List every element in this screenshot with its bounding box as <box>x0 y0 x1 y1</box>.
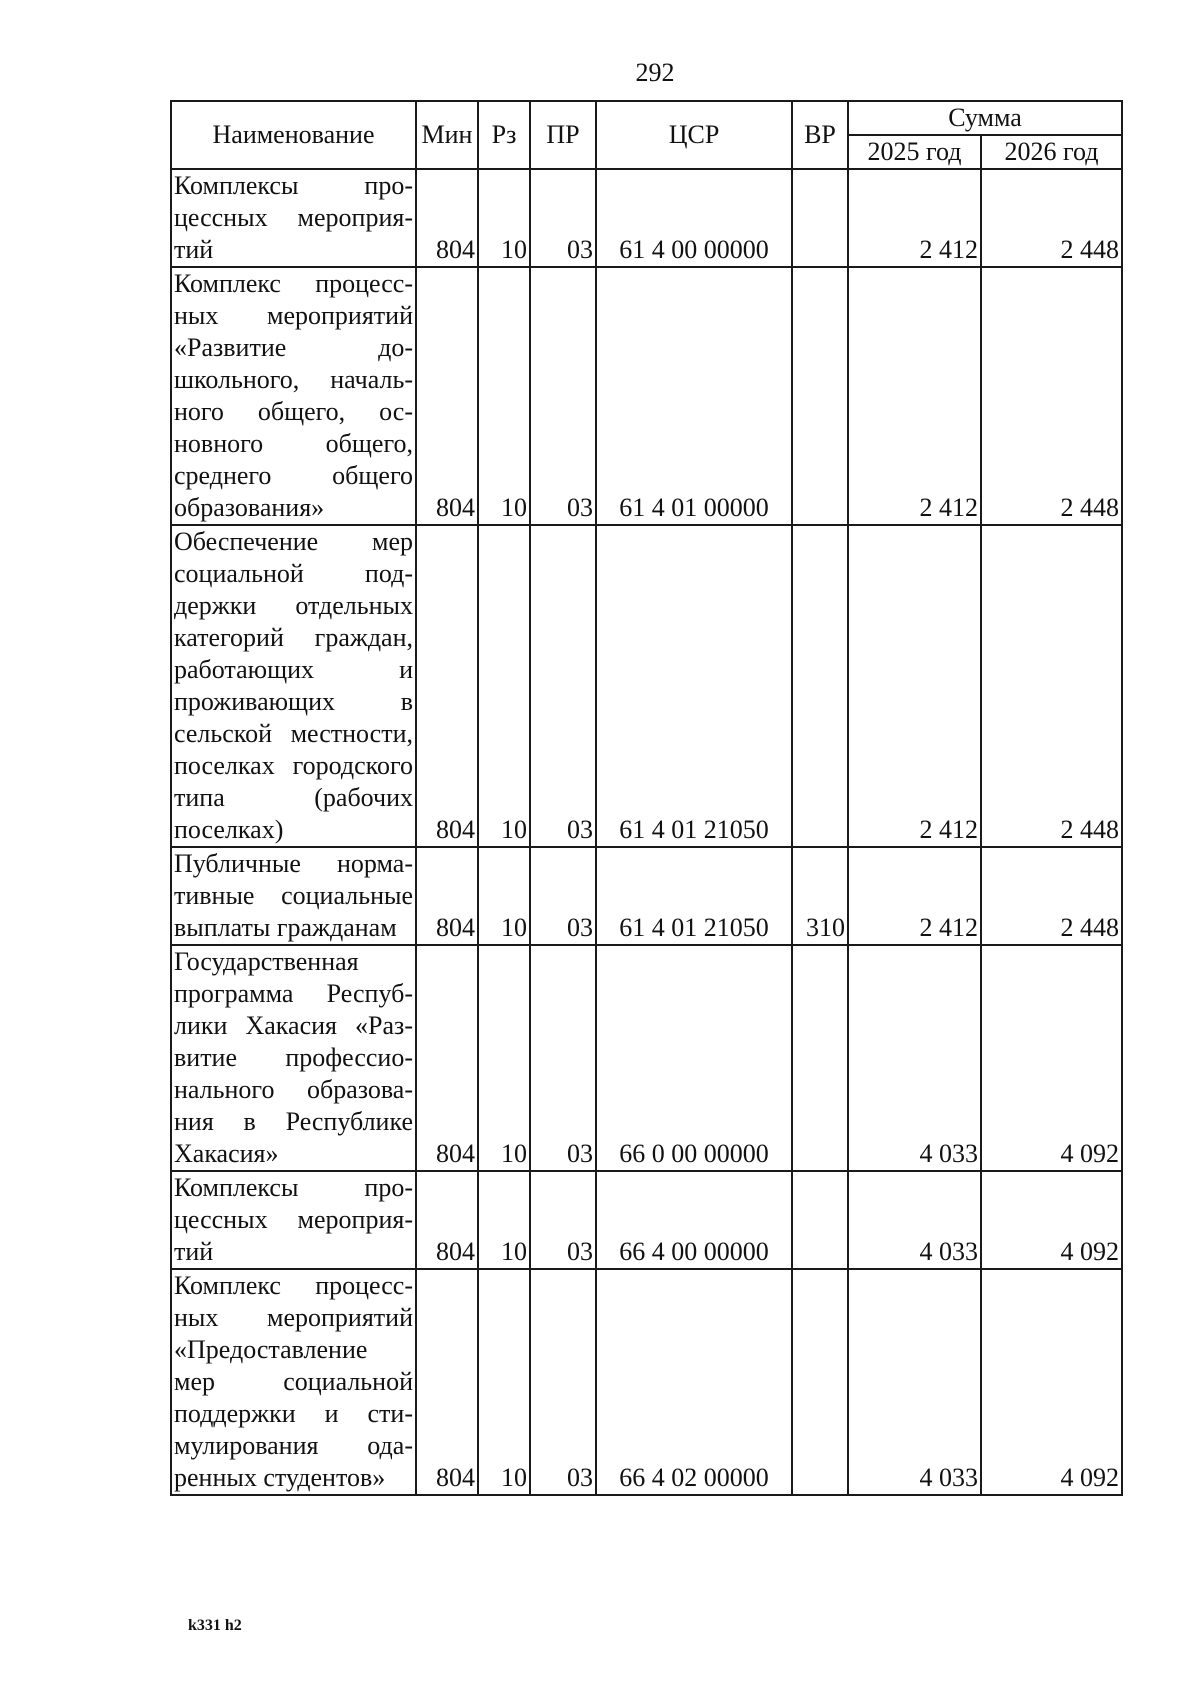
row-sum-2025: 4 033 <box>848 945 981 1171</box>
row-name: Комплексы процессных мероприятий <box>171 1171 416 1269</box>
row-csr: 61 4 00 00000 <box>596 169 792 267</box>
row-vr <box>792 945 848 1171</box>
row-min: 804 <box>416 1269 478 1495</box>
row-pr: 03 <box>530 847 596 945</box>
row-vr <box>792 1269 848 1495</box>
row-pr: 03 <box>530 525 596 847</box>
row-pr: 03 <box>530 169 596 267</box>
row-sum-2025: 4 033 <box>848 1269 981 1495</box>
row-sum-2025: 4 033 <box>848 1171 981 1269</box>
header-name: Наименование <box>171 101 416 169</box>
row-csr: 66 4 00 00000 <box>596 1171 792 1269</box>
row-sum-2026: 4 092 <box>981 945 1122 1171</box>
header-min: Мин <box>416 101 478 169</box>
table-row <box>171 525 1122 847</box>
row-sum-2025: 2 412 <box>848 525 981 847</box>
row-name: Государственная программа Республики Хакасия «Развитие профессионального образования в Республике Хакасия» <box>171 945 416 1171</box>
row-sum-2025: 2 412 <box>848 847 981 945</box>
row-sum-2026: 2 448 <box>981 267 1122 525</box>
row-rz: 10 <box>478 169 530 267</box>
row-rz: 10 <box>478 267 530 525</box>
row-sum-2025: 2 412 <box>848 267 981 525</box>
row-min: 804 <box>416 945 478 1171</box>
row-csr: 66 0 00 00000 <box>596 945 792 1171</box>
row-vr <box>792 525 848 847</box>
row-pr: 03 <box>530 945 596 1171</box>
row-min: 804 <box>416 169 478 267</box>
row-sum-2026: 4 092 <box>981 1171 1122 1269</box>
table-row <box>171 1171 1122 1269</box>
table-row <box>171 1269 1122 1495</box>
row-name: Комплекс процессных мероприятий «Развитие дошкольного, начального общего, основного общего, среднего общего образования» <box>171 267 416 525</box>
row-min: 804 <box>416 847 478 945</box>
row-pr: 03 <box>530 267 596 525</box>
table-row <box>171 267 1122 525</box>
row-vr <box>792 1171 848 1269</box>
row-sum-2025: 2 412 <box>848 169 981 267</box>
row-csr: 61 4 01 21050 <box>596 847 792 945</box>
row-vr <box>792 169 848 267</box>
header-year-2026: 2026 год <box>981 135 1122 169</box>
header-sum: Сумма <box>848 101 1122 135</box>
row-rz: 10 <box>478 525 530 847</box>
header-pr: ПР <box>530 101 596 169</box>
row-name: Обеспечение мер социальной поддержки отдельных категорий граждан, работающих и проживающих в сельской местности, поселках городского типа (рабочих поселках) <box>171 525 416 847</box>
row-sum-2026: 4 092 <box>981 1269 1122 1495</box>
row-csr: 61 4 01 21050 <box>596 525 792 847</box>
row-pr: 03 <box>530 1171 596 1269</box>
row-csr: 61 4 01 00000 <box>596 267 792 525</box>
row-min: 804 <box>416 267 478 525</box>
row-rz: 10 <box>478 847 530 945</box>
row-sum-2026: 2 448 <box>981 169 1122 267</box>
header-vr: ВР <box>792 101 848 169</box>
header-csr: ЦСР <box>596 101 792 169</box>
row-rz: 10 <box>478 1171 530 1269</box>
row-vr <box>792 267 848 525</box>
row-vr: 310 <box>792 847 848 945</box>
table-row <box>171 847 1122 945</box>
table-body <box>171 169 1122 1495</box>
row-csr: 66 4 02 00000 <box>596 1269 792 1495</box>
row-min: 804 <box>416 525 478 847</box>
row-name: Комплексы процессных мероприятий <box>171 169 416 267</box>
page-number: 292 <box>635 58 675 87</box>
table-row <box>171 945 1122 1171</box>
budget-table <box>170 100 1123 1496</box>
footer-code: k331 h2 <box>188 1617 242 1634</box>
header-year-2025: 2025 год <box>848 135 981 169</box>
row-rz: 10 <box>478 945 530 1171</box>
row-name: Комплекс процессных мероприятий «Предоставление мер социальной поддержки и стимулирования одаренных студентов» <box>171 1269 416 1495</box>
row-min: 804 <box>416 1171 478 1269</box>
table-row <box>171 169 1122 267</box>
row-sum-2026: 2 448 <box>981 525 1122 847</box>
row-pr: 03 <box>530 1269 596 1495</box>
row-name: Публичные нормативные социальные выплаты гражданам <box>171 847 416 945</box>
header-rz: Рз <box>478 101 530 169</box>
row-rz: 10 <box>478 1269 530 1495</box>
row-sum-2026: 2 448 <box>981 847 1122 945</box>
